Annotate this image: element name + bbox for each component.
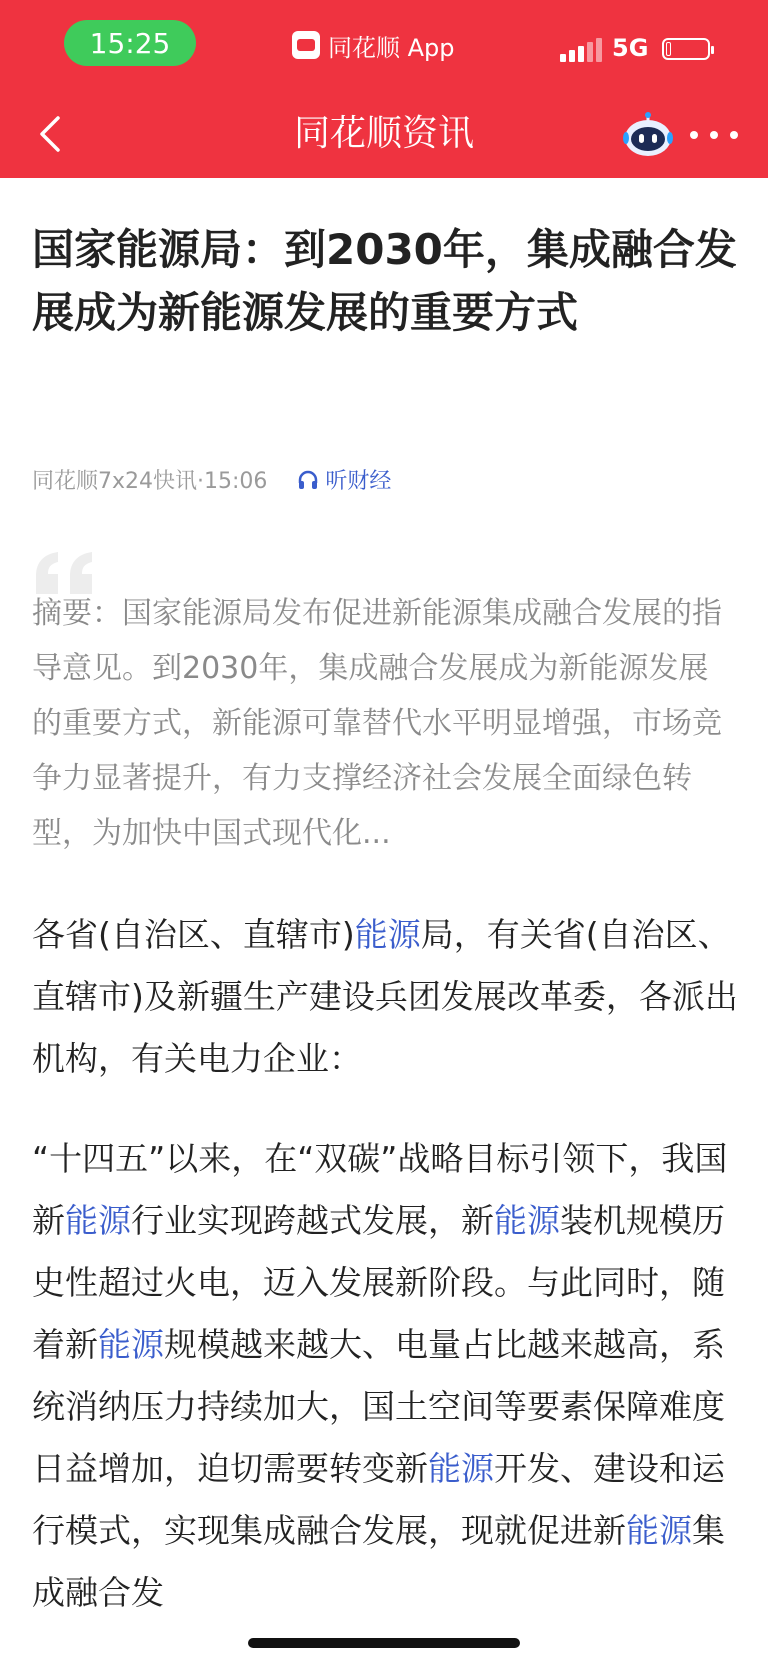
network-type: 5G [612,34,649,62]
article-summary: 摘要：国家能源局发布促进新能源集成融合发展的指导意见。到2030年，集成融合发展成为新能源发展的重要方式，新能源可靠替代水平明显增强，市场竞争力显著提升，有力支撑经济社会发展全面绿色转型，为加快中国式现代化... [32,596,722,851]
status-time: 15:25 [64,20,196,66]
article-paragraph-1 [32,904,744,1090]
more-icon[interactable] [690,120,738,150]
article-meta [32,464,391,495]
article-title: 国家能源局：到2030年，集成融合发展成为新能源发展的重要方式 [32,225,737,337]
listen-button[interactable] [297,464,391,495]
keyword-link[interactable]: 能源 [354,915,421,954]
home-indicator[interactable] [248,1638,520,1648]
keyword-link[interactable]: 能源 [98,1325,164,1364]
keyword-link[interactable]: 能源 [428,1449,494,1488]
robot-assistant-icon[interactable] [622,112,674,158]
article-source: 同花顺7x24快讯·15:06 [32,469,268,494]
paragraph-text: 规模越来越大、电量占比越来越高，系统消纳压力持续加大，国土空间等要素保障难度日益增加，迫切需要转变新 [32,1325,725,1488]
headphones-icon [297,469,319,491]
paragraph-text: 装机规模历史性超过火电，迈入发展新阶段。与此同时，随着新 [32,1201,725,1364]
top-bar [0,0,768,178]
paragraph-text: 局，有关省(自治区、直辖市)及新疆生产建设兵团发展改革委，各派出机构，有关电力企业： [32,915,738,1078]
status-app-name: 同花顺 App [328,33,455,62]
paragraph-text: 开发、建设和运行模式，实现集成融合发展，现就促进新 [32,1449,725,1550]
paragraph-text: 各省(自治区、直辖市) [32,915,355,954]
keyword-link[interactable]: 能源 [65,1201,131,1240]
paragraph-text: 行业实现跨越式发展，新 [131,1201,494,1240]
article-paragraph-2 [32,1128,744,1624]
paragraph-text: “十四五”以来，在“双碳”战略目标引领下，我国新 [32,1139,728,1240]
battery-icon [662,38,710,60]
page-title: 同花顺资讯 [293,113,474,154]
keyword-link[interactable]: 能源 [494,1201,560,1240]
status-app-indicator[interactable] [292,28,455,62]
signal-icon [560,38,602,62]
paragraph-text: 集成融合发 [32,1511,725,1612]
app-logo-icon [292,31,320,59]
keyword-link[interactable]: 能源 [626,1511,692,1550]
listen-label: 听财经 [325,469,392,494]
